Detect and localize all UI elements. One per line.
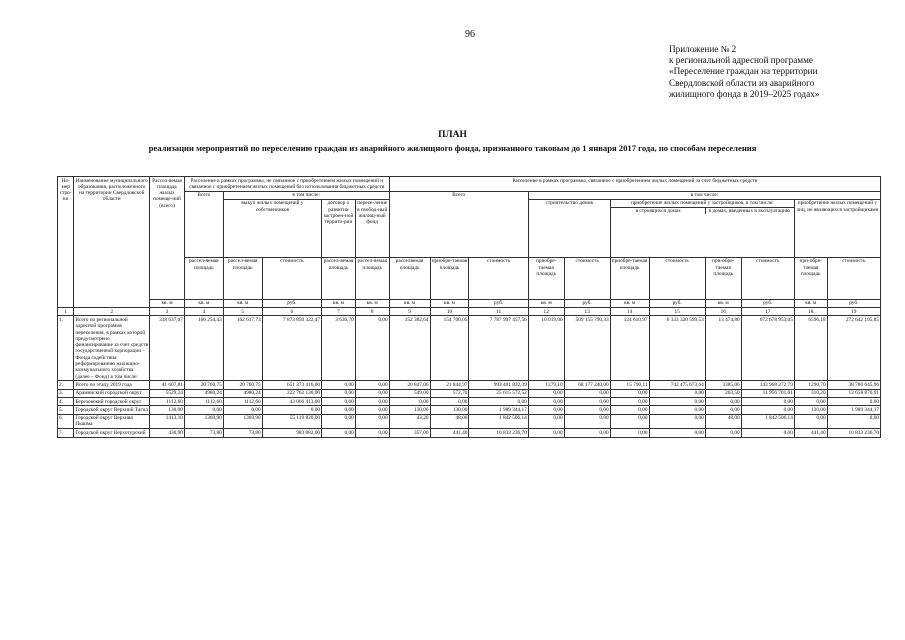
unit-cell: кв. м — [355, 299, 389, 307]
value-cell: 3 636,70 — [322, 316, 356, 381]
column-number: 14 — [610, 308, 649, 316]
value-cell: 43 066 413,00 — [262, 398, 321, 406]
value-cell: 0,00 — [322, 414, 356, 429]
column-number: 11 — [469, 308, 528, 316]
value-cell: 1290,70 — [794, 381, 827, 389]
value-cell: 48,00 — [705, 414, 741, 429]
column-number: 19 — [827, 308, 880, 316]
value-cell: 0,00 — [322, 381, 356, 389]
municipality-name: Всего по этапу 2019 года — [74, 381, 150, 389]
value-cell: 3385,06 — [705, 381, 741, 389]
value-cell: 0,00 — [649, 429, 705, 437]
table-row — [58, 414, 881, 429]
value-cell: 0,00 — [262, 406, 321, 414]
unit-cell: руб. — [564, 299, 610, 307]
value-cell: 0,00 — [827, 414, 880, 429]
value-cell: 0,00 — [528, 398, 564, 406]
value-cell: 6 333 320 599,53 — [649, 316, 705, 381]
value-cell: 0,00 — [705, 406, 741, 414]
column-number: 6 — [262, 308, 321, 316]
column-number-row — [58, 308, 881, 316]
value-cell: 357,00 — [389, 429, 430, 437]
value-cell: 0,00 — [184, 406, 223, 414]
header-acquired-area: при-обре-таемая площадь — [794, 257, 827, 299]
value-cell: 0,00 — [355, 429, 389, 437]
value-cell: 5529,24 — [150, 389, 185, 397]
value-cell: 430,90 — [150, 429, 185, 437]
value-cell: 152 382,64 — [389, 316, 430, 381]
header-buyout: выкуп жилых помещений у собственников — [223, 199, 321, 257]
value-cell: 162 617,73 — [223, 316, 262, 381]
value-cell: 0,00 — [355, 389, 389, 397]
header-resettled-area: рассел-яемая площадь — [223, 257, 262, 299]
value-cell: 441,40 — [794, 429, 827, 437]
value-cell: 0,00 — [564, 414, 610, 429]
value-cell: 651 373 416,00 — [262, 381, 321, 389]
value-cell: 1112,60 — [223, 398, 262, 406]
header-cost: стоимость — [469, 257, 528, 299]
value-cell: 41 607,81 — [150, 381, 185, 389]
table-row — [58, 398, 881, 406]
value-cell: 0,00 — [322, 398, 356, 406]
value-cell: 20 760,75 — [184, 381, 223, 389]
value-cell: 0,00 — [564, 398, 610, 406]
header-acq-dev-label: приобретение жилых помещений у застройщиков, в том числе: — [611, 200, 794, 208]
header-area-total: Рассел-яемая площадь жилых помеще-ний (всего) — [150, 177, 185, 300]
value-cell: 0,00 — [469, 398, 528, 406]
value-cell: 4980,24 — [184, 389, 223, 397]
value-cell: 0,00 — [649, 414, 705, 429]
header-total: Всего — [389, 191, 528, 257]
value-cell: 0,00 — [705, 429, 741, 437]
value-cell: 7 873 850 322,47 — [262, 316, 321, 381]
value-cell: 0,00 — [528, 406, 564, 414]
value-cell: 310,20 — [794, 389, 827, 397]
header-resettled-area: рассел-яемая площадь — [322, 257, 356, 299]
value-cell: 0,00 — [430, 398, 469, 406]
appendix-line: Приложение № 2 — [669, 44, 737, 54]
value-cell: 7 787 997 457,56 — [469, 316, 528, 381]
value-cell: 20 847,06 — [389, 381, 430, 389]
value-cell: 13 474,80 — [705, 316, 741, 381]
row-number: 4. — [58, 398, 74, 406]
value-cell: 48,00 — [430, 414, 469, 429]
value-cell: 0,00 — [564, 389, 610, 397]
column-number: 1 — [58, 308, 74, 316]
value-cell: 130,00 — [150, 406, 185, 414]
value-cell: 13 658 870,91 — [827, 389, 880, 397]
unit-cell: кв. м — [528, 299, 564, 307]
value-cell: 25 615 572,52 — [469, 389, 528, 397]
value-cell: 10 833 236,70 — [469, 429, 528, 437]
value-cell: 0,00 — [389, 398, 430, 406]
value-cell: 166 254,43 — [184, 316, 223, 381]
appendix-line: к региональной адресной программе — [669, 55, 813, 66]
value-cell: 272 642 105,85 — [827, 316, 880, 381]
header-incl: в том числе: — [528, 191, 880, 199]
value-cell: 0,00 — [528, 429, 564, 437]
value-cell: 0,00 — [649, 389, 705, 397]
value-cell: 38 780 645,96 — [827, 381, 880, 389]
column-number: 5 — [223, 308, 262, 316]
value-cell: 1379,10 — [528, 381, 564, 389]
value-cell: 672 678 953,05 — [741, 316, 794, 381]
header-cost: стоимость — [262, 257, 321, 299]
value-cell: 0,00 — [355, 414, 389, 429]
value-cell: 0,00 — [610, 414, 649, 429]
column-number: 15 — [649, 308, 705, 316]
value-cell: 441,40 — [430, 429, 469, 437]
header-under-constr: в строящихся домах — [612, 208, 706, 214]
value-cell: 0,00 — [322, 429, 356, 437]
value-cell: 15 790,11 — [610, 381, 649, 389]
column-number: 17 — [741, 308, 794, 316]
value-cell: 222 762 130,00 — [262, 389, 321, 397]
value-cell: 143 968 272,79 — [741, 381, 794, 389]
value-cell: 993 401 832,39 — [469, 381, 528, 389]
value-cell: 0,00 — [794, 398, 827, 406]
value-cell: 55 119 820,00 — [262, 414, 321, 429]
header-commissioned: в домах, введенных в эксплуатацию — [708, 208, 790, 215]
header-construction: строительство домов — [528, 199, 610, 257]
value-cell: 0,00 — [322, 406, 356, 414]
header-acquired-area: при-обре-таемая площадь — [705, 257, 741, 299]
value-cell: 549,00 — [389, 389, 430, 397]
column-number: 16 — [705, 308, 741, 316]
value-cell: 130,00 — [430, 406, 469, 414]
unit-cell: кв. м — [322, 299, 356, 307]
municipality-name: Араминский городской округ — [74, 389, 150, 397]
row-number: 6. — [58, 414, 74, 429]
table-row — [58, 389, 881, 397]
plan-title: ПЛАН — [438, 130, 467, 140]
header-resettled-area: рассел-яемая площадь — [184, 257, 223, 299]
value-cell: 1 842 506,14 — [741, 414, 794, 429]
value-cell: 1 989 344,17 — [469, 406, 528, 414]
value-cell: 742 475 673,64 — [649, 381, 705, 389]
value-cell: 0,00 — [794, 414, 827, 429]
unit-cell: руб. — [262, 299, 321, 307]
value-cell: 0,00 — [355, 316, 389, 381]
header-acq-nondev: приобретение жилых помещений у лиц, не являющихся застройщиками — [794, 199, 880, 257]
value-cell: 0,00 — [649, 406, 705, 414]
column-number: 12 — [528, 308, 564, 316]
value-cell: 1 989 344,17 — [827, 406, 880, 414]
value-cell: 0,00 — [564, 406, 610, 414]
unit-cell: кв. м — [610, 299, 649, 307]
municipality-name: Березовский городской округ — [74, 398, 150, 406]
value-cell: 21 844,97 — [430, 381, 469, 389]
appendix-note — [669, 44, 899, 100]
header-acquired-area: приобре-таемая площадь — [528, 257, 564, 299]
column-number: 13 — [564, 308, 610, 316]
value-cell: 73,80 — [223, 429, 262, 437]
table-row — [58, 381, 881, 389]
appendix-line: Свердловской области из аварийного — [669, 77, 815, 88]
value-cell: 68 177 240,00 — [564, 381, 610, 389]
column-number: 9 — [389, 308, 430, 316]
value-cell: 6596,18 — [794, 316, 827, 381]
value-cell: 130,00 — [794, 406, 827, 414]
value-cell: 0,00 — [610, 406, 649, 414]
table-row — [58, 406, 881, 414]
column-number: 8 — [355, 308, 389, 316]
header-group-nobudget: Расселение в рамках программы, не связанное с приобретением жилых помещений и связанное с приобретением жилых помещений без использования бюджетных средств — [184, 177, 389, 192]
value-cell: 0,00 — [610, 429, 649, 437]
column-number: 18 — [794, 308, 827, 316]
column-number: 2 — [74, 308, 150, 316]
value-cell: 0,00 — [355, 406, 389, 414]
value-cell: 0,00 — [705, 398, 741, 406]
plan-subtitle: реализации мероприятий по переселению граждан из аварийного жилищного фонда, признанного таковым до 1 января 2017 года, по способам переселения — [148, 143, 757, 153]
value-cell: 20 760,75 — [223, 381, 262, 389]
value-cell: 509 155 790,33 — [564, 316, 610, 381]
value-cell: 0,00 — [223, 406, 262, 414]
value-cell: 263,50 — [705, 389, 741, 397]
municipality-name: Всего по региональной адресной программе переселения, в рамках которой предусмотрено финансирование за счет средств государственной корпорации – Фонда содействия реформированию жилищно-коммунального хозяйства (далее – Фонд) в том числе: — [75, 316, 149, 380]
header-free-reloc: пересе-ление в свобод-ный жилищ-ный фонд — [355, 199, 389, 257]
value-cell: 73,80 — [184, 429, 223, 437]
unit-cell: руб. — [741, 299, 794, 307]
column-number: 10 — [430, 308, 469, 316]
value-cell: 1413,10 — [150, 414, 185, 429]
page-number: 96 — [465, 29, 475, 40]
value-cell: 0,00 — [741, 398, 794, 406]
row-number: 7. — [58, 429, 74, 437]
appendix-line: «Переселение граждан на территории — [669, 66, 818, 77]
row-number: 3. — [58, 389, 74, 397]
header-cost: стоимость — [741, 257, 794, 299]
value-cell: 0,00 — [355, 398, 389, 406]
value-cell: 0,00 — [610, 398, 649, 406]
table-body — [58, 316, 881, 437]
unit-cell: руб. — [649, 299, 705, 307]
unit-cell: кв. м — [223, 299, 262, 307]
value-cell: 1112,60 — [150, 398, 185, 406]
municipality-name: Городской округ Верхотурский — [74, 429, 150, 437]
municipality-name: Городской округ Верхняя Пышма — [74, 414, 150, 429]
header-acquired-area: приобре-таемая площадь — [430, 257, 469, 299]
unit-cell: руб. — [469, 299, 528, 307]
header-group-budget: Расселение в рамках программы, связанное с приобретением жилых помещений за счет бюджетных средств — [389, 177, 880, 192]
header-total: Всего — [184, 191, 223, 257]
column-number: 7 — [322, 308, 356, 316]
value-cell: 0,00 — [355, 381, 389, 389]
row-number: 2. — [58, 381, 74, 389]
value-cell: 154 700,05 — [430, 316, 469, 381]
value-cell: 1112,60 — [184, 398, 223, 406]
row-number: 5. — [58, 406, 74, 414]
value-cell: 0,00 — [741, 429, 794, 437]
column-number: 4 — [184, 308, 223, 316]
header-resettled-area: расселяемая площадь — [389, 257, 430, 299]
value-cell: 572,70 — [430, 389, 469, 397]
value-cell: 10 019,00 — [528, 316, 564, 381]
value-cell: 0,00 — [610, 389, 649, 397]
header-incl: в том числе: — [223, 191, 389, 199]
unit-cell: кв. м — [430, 299, 469, 307]
value-cell: 43,20 — [389, 414, 430, 429]
value-cell: 1 842 506,14 — [469, 414, 528, 429]
header-cost: стоимость — [827, 257, 880, 299]
value-cell: 0,00 — [741, 406, 794, 414]
table-row — [58, 316, 881, 381]
header-agreement: договор о развитии застроен-ной террито-рии — [322, 199, 356, 257]
unit-cell: кв. м — [705, 299, 741, 307]
unit-cell: кв. м — [794, 299, 827, 307]
unit-cell: кв. м — [150, 299, 185, 307]
value-cell: 983 882,00 — [262, 429, 321, 437]
column-number: 3 — [150, 308, 185, 316]
value-cell: 130,00 — [389, 406, 430, 414]
unit-cell: кв. м — [389, 299, 430, 307]
header-acq-dev — [610, 199, 794, 257]
unit-cell: кв. м — [184, 299, 223, 307]
value-cell: 10 833 236,70 — [827, 429, 880, 437]
value-cell: 0,00 — [827, 398, 880, 406]
value-cell: 0,00 — [322, 389, 356, 397]
value-cell: 4980,24 — [223, 389, 262, 397]
row-number: 1. — [58, 316, 74, 381]
value-cell: 0,00 — [564, 429, 610, 437]
appendix-line: жилищного фонда в 2019–2025 годах» — [669, 88, 820, 99]
plan-table — [57, 176, 881, 438]
header-resettled-area: рассел-яемая площадь — [355, 257, 389, 299]
table-row — [58, 429, 881, 437]
value-cell: 0,00 — [528, 389, 564, 397]
header-num: Но-мер стро-ки — [58, 177, 74, 308]
value-cell: 318 637,07 — [150, 316, 185, 381]
value-cell: 0,00 — [528, 414, 564, 429]
header-cost: стоимость — [564, 257, 610, 299]
header-acquired-area: приобре-таемая площадь — [610, 257, 649, 299]
unit-cell: руб. — [827, 299, 880, 307]
header-cost: стоимость — [649, 257, 705, 299]
value-cell: 0,00 — [649, 398, 705, 406]
value-cell: 124 610,97 — [610, 316, 649, 381]
value-cell: 11 956 701,61 — [741, 389, 794, 397]
header-mo: Наименование муниципального образования, расположенного на территории Свердловской области — [74, 177, 150, 308]
value-cell: 1369,90 — [184, 414, 223, 429]
value-cell: 1369,90 — [223, 414, 262, 429]
municipality-name: Городской округ Верхний Тагил — [75, 406, 148, 413]
